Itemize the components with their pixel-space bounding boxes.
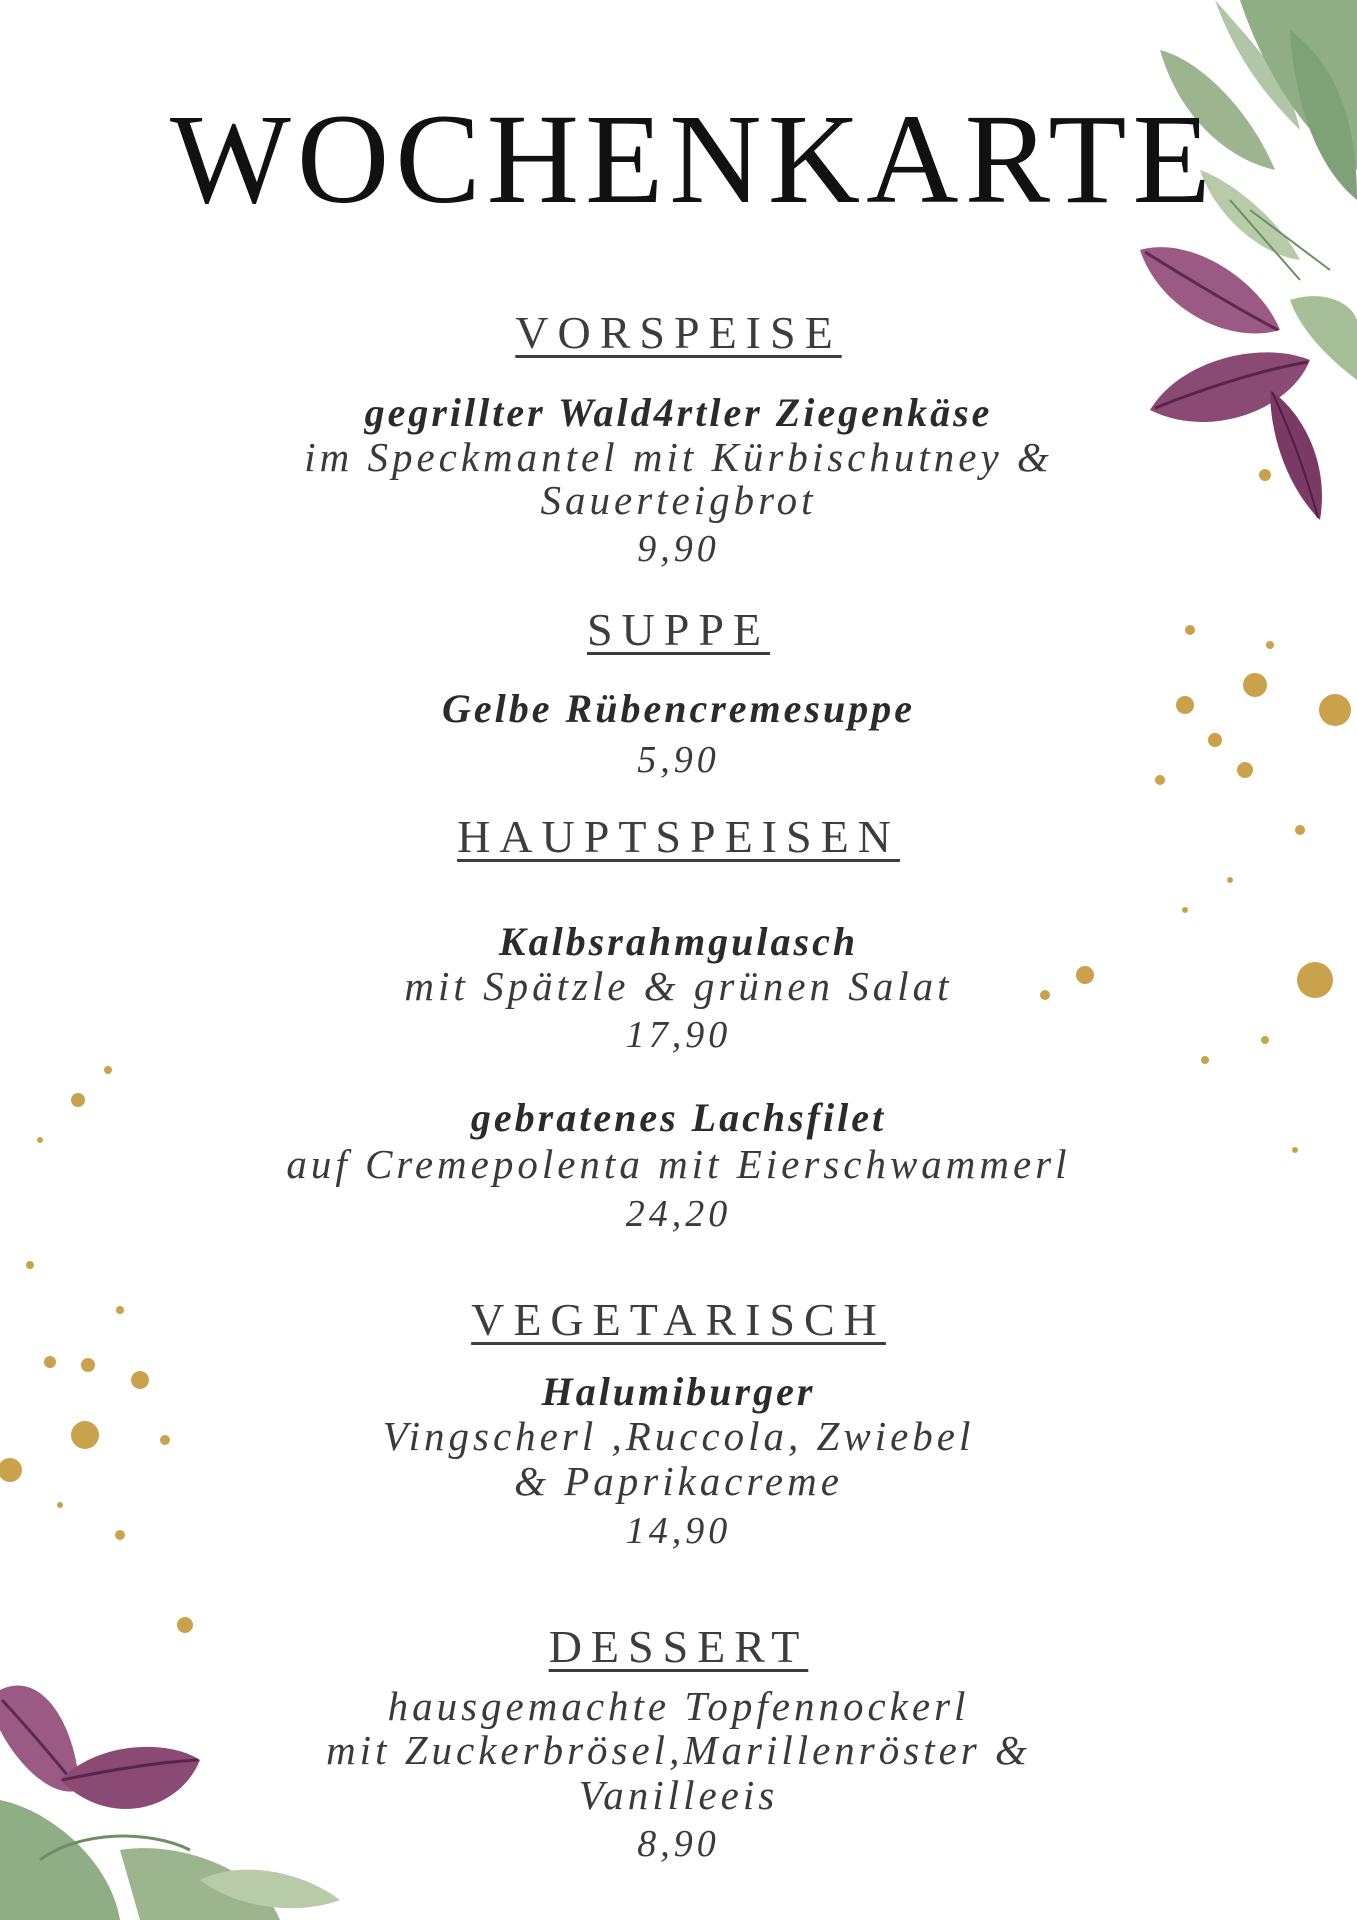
heading-dessert bbox=[0, 1621, 1357, 1672]
dish-desc-vegetarisch-1: Vingscherl ,Ruccola, Zwiebel bbox=[382, 1413, 975, 1459]
dish-price-hauptspeise-2: 24,20 bbox=[625, 1193, 732, 1235]
dish-name-vegetarisch: Halumiburger bbox=[541, 1369, 816, 1414]
dish-desc-dessert-1: hausgemachte Topfennockerl bbox=[387, 1683, 970, 1729]
dish-desc-hauptspeise-1: mit Spätzle & grünen Salat bbox=[404, 963, 953, 1009]
dish-desc-dessert-2: mit Zuckerbrösel,Marillenröster & bbox=[326, 1727, 1031, 1773]
dish-desc-vorspeise-1: im Speckmantel mit Kürbischutney & bbox=[304, 434, 1053, 480]
dish-name-hauptspeise-2: gebratenes Lachsfilet bbox=[470, 1095, 887, 1140]
heading-vegetarisch bbox=[0, 1294, 1357, 1345]
dish-desc-vorspeise-2: Sauerteigbrot bbox=[540, 477, 817, 523]
dish-price-hauptspeise-1: 17,90 bbox=[625, 1014, 732, 1056]
heading-suppe bbox=[0, 604, 1357, 655]
dish-desc-dessert-3: Vanilleeis bbox=[578, 1772, 779, 1818]
dish-price-suppe: 5,90 bbox=[637, 739, 720, 781]
dish-desc-hauptspeise-2: auf Cremepolenta mit Eierschwammerl bbox=[286, 1141, 1071, 1187]
heading-suppe-text: SUPPE bbox=[586, 604, 771, 655]
heading-hauptspeisen-text: HAUPTSPEISEN bbox=[457, 811, 900, 862]
dish-price-vegetarisch: 14,90 bbox=[625, 1510, 732, 1552]
heading-vegetarisch-text: VEGETARISCH bbox=[471, 1294, 886, 1345]
dish-price-vorspeise: 9,90 bbox=[637, 528, 720, 570]
dish-price-dessert: 8,90 bbox=[637, 1823, 720, 1865]
dish-name-suppe: Gelbe Rübencremesuppe bbox=[442, 686, 915, 731]
heading-vorspeise-text: VORSPEISE bbox=[515, 307, 842, 358]
menu-title: WOCHENKARTE bbox=[170, 88, 1217, 230]
heading-vorspeise bbox=[0, 307, 1357, 358]
dish-name-vorspeise: gegrillter Wald4rtler Ziegenkäse bbox=[364, 390, 993, 435]
dish-name-hauptspeise-1: Kalbsrahmgulasch bbox=[498, 919, 859, 964]
dish-desc-vegetarisch-2: & Paprikacreme bbox=[514, 1458, 843, 1504]
heading-hauptspeisen bbox=[0, 811, 1357, 862]
heading-dessert-text: DESSERT bbox=[548, 1621, 809, 1672]
